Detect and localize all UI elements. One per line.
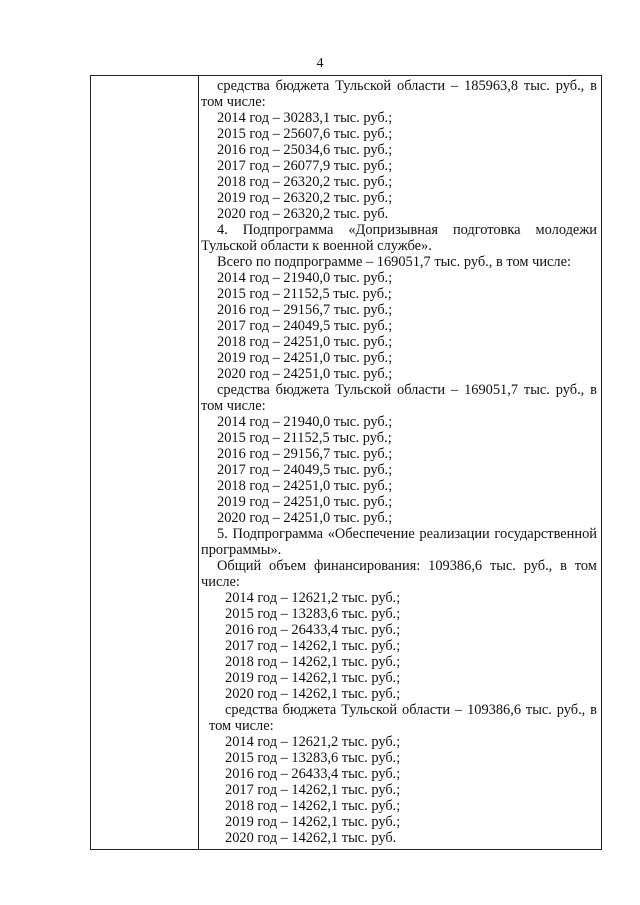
year-amount-line: 2014 год – 12621,2 тыс. руб.;: [225, 590, 401, 606]
word: бюджета: [282, 702, 337, 718]
word: «Обеспечение: [327, 526, 415, 542]
word: в: [590, 78, 597, 94]
subprogram-5-title: [217, 526, 597, 542]
year-amount-line: 2020 год – 14262,1 тыс. руб.;: [225, 686, 401, 702]
subprogram-5-budget-continuation: том числе:: [209, 718, 274, 734]
word: 185963,8: [464, 78, 519, 94]
word: молодежи: [535, 222, 597, 238]
word: –: [450, 78, 459, 94]
year-amount-line: 2018 год – 24251,0 тыс. руб.;: [217, 334, 393, 350]
page-number: 4: [316, 56, 324, 71]
word: Тульской: [335, 78, 392, 94]
word: Подпрограмма: [242, 222, 334, 238]
year-amount-line: 2020 год – 14262,1 тыс. руб.: [225, 830, 397, 846]
year-amount-line: 2014 год – 30283,1 тыс. руб.;: [217, 110, 393, 126]
subprogram-5-title-continuation: программы».: [201, 542, 282, 558]
word: тыс.: [523, 78, 550, 94]
subprogram-4-budget-line: [217, 382, 597, 398]
word: 169051,7: [464, 382, 519, 398]
year-amount-line: 2014 год – 21940,0 тыс. руб.;: [217, 270, 393, 286]
year-amount-line: 2018 год – 26320,2 тыс. руб.;: [217, 174, 393, 190]
year-amount-line: 2019 год – 14262,1 тыс. руб.;: [225, 670, 401, 686]
word: средства: [217, 78, 270, 94]
word: руб.,: [555, 78, 585, 94]
word: –: [454, 702, 463, 718]
year-amount-line: 2016 год – 29156,7 тыс. руб.;: [217, 446, 393, 462]
year-amount-line: 2019 год – 14262,1 тыс. руб.;: [225, 814, 401, 830]
year-amount-line: 2015 год – 13283,6 тыс. руб.;: [225, 750, 401, 766]
table-right-column: [199, 76, 601, 849]
word: тыс.: [523, 382, 550, 398]
subprogram-4-title-continuation: Тульской области к военной службе».: [201, 238, 432, 254]
year-amount-line: 2014 год – 12621,2 тыс. руб.;: [225, 734, 401, 750]
word: объем: [269, 558, 307, 574]
word: финансирования:: [313, 558, 421, 574]
year-amount-line: 2018 год – 14262,1 тыс. руб.;: [225, 654, 401, 670]
word: в: [590, 702, 597, 718]
word: средства: [217, 382, 270, 398]
word: том: [574, 558, 597, 574]
word: бюджета: [275, 78, 330, 94]
word: Тульской: [341, 702, 398, 718]
subprogram-5-budget-line: [225, 702, 597, 718]
word: Общий: [217, 558, 262, 574]
year-amount-line: 2018 год – 24251,0 тыс. руб.;: [217, 478, 393, 494]
year-amount-line: 2015 год – 21152,5 тыс. руб.;: [217, 286, 392, 302]
year-amount-line: 2016 год – 26433,4 тыс. руб.;: [225, 622, 401, 638]
word: 109386,6: [428, 558, 483, 574]
year-amount-line: 2017 год – 14262,1 тыс. руб.;: [225, 638, 401, 654]
year-amount-line: 2017 год – 14262,1 тыс. руб.;: [225, 782, 401, 798]
year-amount-line: 2020 год – 24251,0 тыс. руб.;: [217, 510, 393, 526]
word: реализации: [419, 526, 490, 542]
year-amount-line: 2020 год – 24251,0 тыс. руб.;: [217, 366, 393, 382]
word: области: [397, 78, 446, 94]
year-amount-line: 2015 год – 21152,5 тыс. руб.;: [217, 430, 392, 446]
year-amount-line: 2019 год – 26320,2 тыс. руб.;: [217, 190, 393, 206]
word: Тульской: [335, 382, 392, 398]
year-amount-line: 2020 год – 26320,2 тыс. руб.: [217, 206, 389, 222]
year-amount-line: 2015 год – 13283,6 тыс. руб.;: [225, 606, 401, 622]
subprogram-5-total: [217, 558, 597, 574]
year-amount-line: 2016 год – 26433,4 тыс. руб.;: [225, 766, 401, 782]
budget-intro-line: [217, 78, 597, 94]
word: области: [397, 382, 446, 398]
word: руб.,: [555, 382, 585, 398]
word: подготовка: [452, 222, 521, 238]
budget-intro-continuation: том числе:: [201, 94, 266, 110]
word: 5.: [217, 526, 228, 542]
subprogram-5-total-continuation: числе:: [201, 574, 240, 590]
word: 109386,6: [467, 702, 522, 718]
word: в: [590, 382, 597, 398]
subprogram-4-total: Всего по подпрограмме – 169051,7 тыс. руб., в том числе:: [217, 254, 571, 270]
year-amount-line: 2015 год – 25607,6 тыс. руб.;: [217, 126, 393, 142]
subprogram-4-budget-continuation: том числе:: [201, 398, 266, 414]
program-table: [90, 75, 602, 850]
word: бюджета: [275, 382, 330, 398]
word: Подпрограмма: [232, 526, 324, 542]
word: –: [450, 382, 459, 398]
word: в: [560, 558, 567, 574]
word: тыс.: [525, 702, 552, 718]
word: «Допризывная: [348, 222, 438, 238]
word: 4.: [217, 222, 228, 238]
word: средства: [225, 702, 278, 718]
year-amount-line: 2016 год – 29156,7 тыс. руб.;: [217, 302, 393, 318]
year-amount-line: 2017 год – 24049,5 тыс. руб.;: [217, 462, 393, 478]
word: государственной: [494, 526, 597, 542]
word: области: [402, 702, 451, 718]
year-amount-line: 2019 год – 24251,0 тыс. руб.;: [217, 350, 393, 366]
word: руб.,: [523, 558, 553, 574]
subprogram-4-title: [217, 222, 597, 238]
year-amount-line: 2018 год – 14262,1 тыс. руб.;: [225, 798, 401, 814]
year-amount-line: 2017 год – 24049,5 тыс. руб.;: [217, 318, 393, 334]
word: руб.,: [556, 702, 586, 718]
word: тыс.: [489, 558, 516, 574]
year-amount-line: 2014 год – 21940,0 тыс. руб.;: [217, 414, 393, 430]
year-amount-line: 2017 год – 26077,9 тыс. руб.;: [217, 158, 393, 174]
table-left-column: [91, 76, 199, 849]
year-amount-line: 2016 год – 25034,6 тыс. руб.;: [217, 142, 393, 158]
year-amount-line: 2019 год – 24251,0 тыс. руб.;: [217, 494, 393, 510]
